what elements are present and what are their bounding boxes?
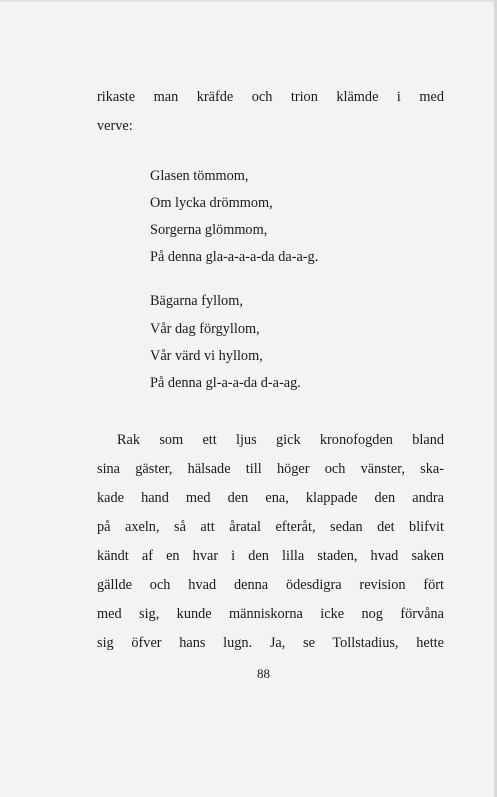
verse-line: Vår värd vi hyllom, [150, 348, 263, 364]
verse-line: Bägarna fyllom, [150, 293, 243, 309]
verse-line: Sorgerna glömmom, [150, 222, 268, 238]
paragraph-line: med sig, kunde människorna icke nog förvåna [97, 606, 444, 622]
paragraph-line: Rak som ett ljus gick kronofogden bland [117, 432, 444, 448]
paragraph-line: kade hand med den ena, klappade den andra [97, 490, 444, 506]
page-number: 88 [257, 666, 270, 681]
verse-line: Om lycka drömmom, [150, 195, 273, 211]
paragraph-line: på axeln, så att åratal efteråt, sedan det blifvit [97, 519, 444, 535]
paragraph-line: sig öfver hans lugn. Ja, se Tollstadius, hette [97, 635, 444, 651]
paragraph-line: kändt af en hvar i den lilla staden, hvad saken [97, 548, 444, 564]
verse-line: Vår dag förgyllom, [150, 321, 260, 337]
intro-line-1: rikaste man kräfde och trion klämde i med [97, 89, 444, 105]
intro-line-2: verve: [97, 118, 133, 134]
verse-line: Glasen tömmom, [150, 168, 249, 184]
verse-line: På denna gla-a-a-a-da da-a-g. [150, 249, 319, 265]
verse-line: På denna gl-a-a-da d-a-ag. [150, 375, 301, 391]
paragraph-line: sina gäster, hälsade till höger och vänster, ska- [97, 461, 444, 477]
page-top-edge [0, 0, 497, 2]
paragraph-line: gällde och hvad denna ödesdigra revision fört [97, 577, 444, 593]
